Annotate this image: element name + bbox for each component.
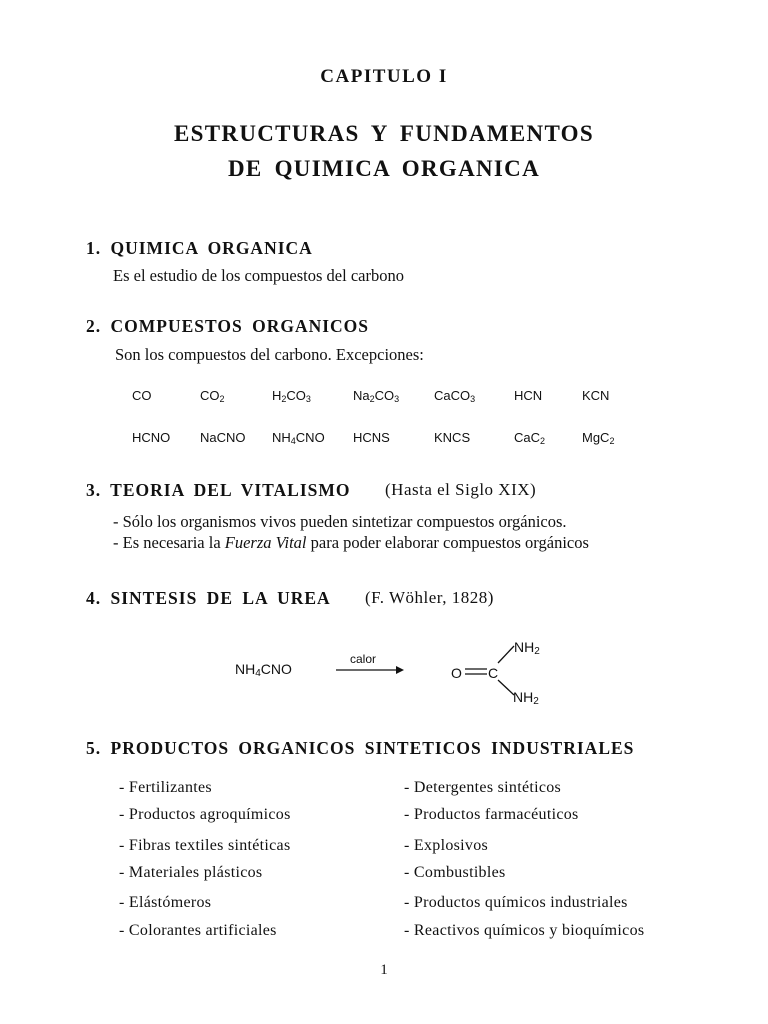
- product-list-item: - Productos químicos industriales: [404, 894, 628, 911]
- page-number: 1: [380, 962, 388, 978]
- product-list-item: - Productos farmacéuticos: [404, 806, 579, 823]
- product-list-item: - Fertilizantes: [119, 779, 212, 796]
- section-1-heading: 1. QUIMICA ORGANICA: [86, 238, 313, 258]
- product-list-item: - Productos agroquímicos: [119, 806, 291, 823]
- urea-nh2-top: $NH_2$: [514, 639, 540, 657]
- reaction-condition: calor: [350, 652, 377, 666]
- exception-formula: CaC$_2$: [514, 430, 546, 446]
- product-list-item: - Elástómeros: [119, 894, 212, 911]
- urea-reaction-diagram: [230, 636, 560, 716]
- urea-reactant: $NH_4CNO$: [235, 661, 292, 679]
- exception-formula: CO: [132, 388, 152, 403]
- section-4-heading: 4. SINTESIS DE LA UREA: [86, 588, 331, 608]
- exception-formula: HCNS: [353, 430, 390, 445]
- section-4-note: (F. Wöhler, 1828): [365, 588, 494, 607]
- section-1-text: Es el estudio de los compuestos del carbono: [113, 266, 404, 285]
- exception-formula: $H_2CO_3$: [272, 388, 311, 404]
- urea-nh2-bottom: $NH_2$: [513, 689, 539, 707]
- vitalism-bullet-2-start: - Es necesaria la: [113, 533, 225, 552]
- product-list-item: - Combustibles: [404, 864, 506, 881]
- section-3-heading: 3. TEORIA DEL VITALISMO: [86, 480, 351, 500]
- vitalism-bullet-2: [113, 533, 589, 553]
- product-list-item: - Explosivos: [404, 837, 489, 854]
- c-n-bond-bottom: [498, 680, 514, 695]
- section-5-heading: 5. PRODUCTOS ORGANICOS SINTETICOS INDUSTRIALES: [86, 738, 635, 758]
- exception-formula: $CO_2$: [200, 388, 225, 404]
- title-line-1: ESTRUCTURAS Y FUNDAMENTOS: [174, 121, 594, 146]
- product-list-item: - Detergentes sintéticos: [404, 779, 562, 796]
- product-list-item: - Fibras textiles sintéticas: [119, 837, 291, 854]
- exception-formula: NaCNO: [200, 430, 246, 445]
- fuerza-vital-term: Fuerza Vital: [224, 533, 307, 552]
- exception-formula: KCN: [582, 388, 610, 403]
- exception-formula: $NH_4CNO$: [272, 430, 325, 446]
- title-line-2: DE QUIMICA ORGANICA: [228, 156, 540, 181]
- section-2-heading: 2. COMPUESTOS ORGANICOS: [86, 316, 370, 336]
- exception-formula: CaCO$_3$: [434, 388, 476, 404]
- exception-formula: HCN: [514, 388, 543, 403]
- exception-formula: HCNO: [132, 430, 171, 445]
- product-list-item: - Colorantes artificiales: [119, 922, 277, 939]
- chapter-heading: CAPITULO I: [320, 66, 448, 87]
- exception-formula: $Na_2CO_3$: [353, 388, 400, 404]
- urea-carbon: C: [488, 665, 499, 681]
- vitalism-bullet-1: - Sólo los organismos vivos pueden sintetizar compuestos orgánicos.: [113, 512, 567, 531]
- exception-formula: MgC$_2$: [582, 430, 615, 446]
- urea-oxygen: O: [451, 665, 462, 681]
- product-list-item: - Materiales plásticos: [119, 864, 263, 881]
- vitalism-bullet-2-end: para poder elaborar compuestos orgánicos: [306, 533, 589, 552]
- product-list-item: - Reactivos químicos y bioquímicos: [404, 922, 645, 939]
- c-n-bond-top: [498, 646, 514, 663]
- reaction-arrowhead: [396, 666, 404, 674]
- section-3-note: (Hasta el Siglo XIX): [385, 480, 537, 499]
- exception-formula: KNCS: [434, 430, 471, 445]
- section-2-text: Son los compuestos del carbono. Excepciones:: [115, 345, 424, 364]
